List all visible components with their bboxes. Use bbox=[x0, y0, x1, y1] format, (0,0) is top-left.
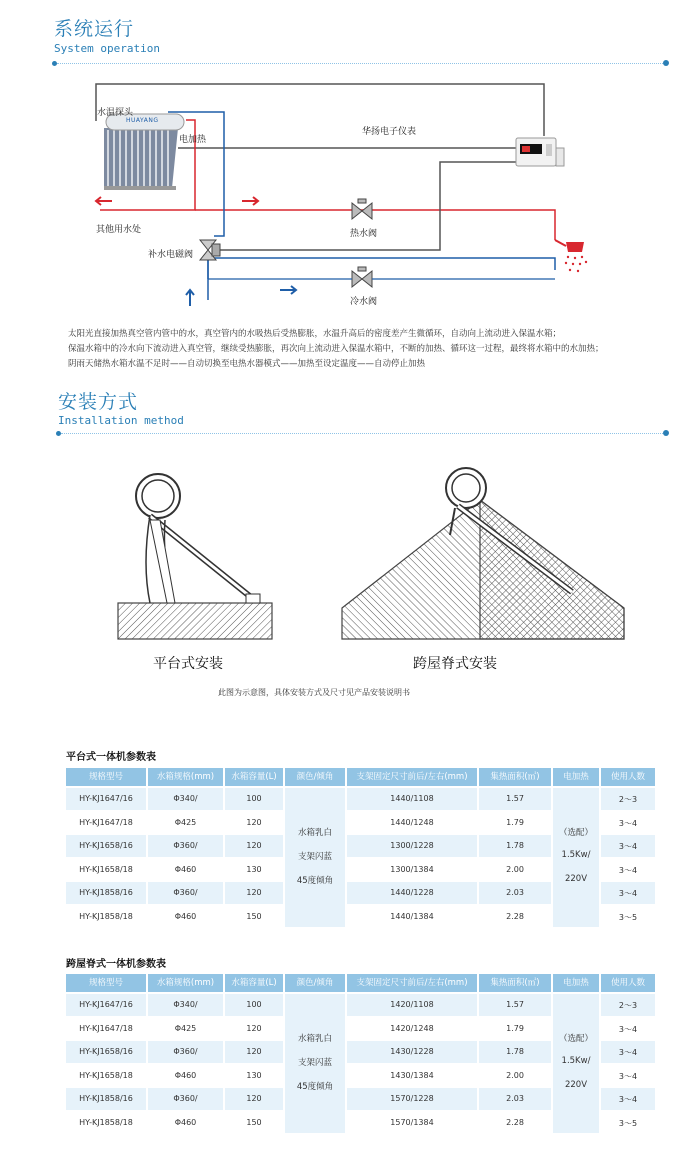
solenoid-valve-illustration bbox=[200, 240, 220, 260]
header-heater: 电加热 bbox=[553, 768, 599, 786]
cell-model: HY-KJ1658/16 bbox=[79, 1047, 133, 1056]
cell-bracket: 1300/1228 bbox=[390, 841, 434, 850]
cell-bracket: 1440/1248 bbox=[390, 817, 434, 827]
cell-tank-spec: Φ425 bbox=[174, 817, 197, 827]
cell-tank-spec: Φ360/ bbox=[173, 841, 198, 850]
cell-area: 2.00 bbox=[506, 1070, 524, 1080]
cell-area: 1.79 bbox=[506, 1023, 524, 1033]
header-bracket: 支架固定尺寸前后/左右(mm) bbox=[347, 974, 477, 992]
system-description-line-3: 阴雨天储热水箱水温不足时——自动切换至电热水器模式——加热至设定温度——自动停止加热 bbox=[68, 359, 426, 369]
cell-model: HY-KJ1658/16 bbox=[79, 841, 133, 850]
roof-install-caption: 跨屋脊式安装 bbox=[413, 656, 497, 672]
cell-heater: 220V bbox=[564, 874, 588, 884]
cell-model: HY-KJ1647/16 bbox=[79, 794, 133, 803]
cell-users: 3～5 bbox=[618, 912, 638, 922]
brand-logo: HUAYANG bbox=[126, 117, 159, 124]
cell-capacity: 100 bbox=[246, 1000, 262, 1009]
cell-color: 支架闪蓝 bbox=[297, 1058, 332, 1068]
cell-model: HY-KJ1858/16 bbox=[79, 888, 133, 897]
cell-area: 1.78 bbox=[506, 1047, 524, 1056]
cell-tank-spec: Φ460 bbox=[174, 1117, 197, 1127]
section-dot-right bbox=[663, 430, 669, 436]
cell-heater: 1.5Kw/ bbox=[561, 850, 591, 860]
cell-area: 1.79 bbox=[506, 817, 524, 827]
header-color: 颜色/倾角 bbox=[285, 974, 345, 992]
cell-model: HY-KJ1647/18 bbox=[79, 817, 133, 827]
meter-label: 华扬电子仪表 bbox=[362, 127, 417, 137]
system-description-line-2: 保温水箱中的冷水向下流动进入真空管，继续受热膨胀，再次向上流动进入保温水箱中，不断的加热、循环这一过程，最终将水箱中的水加热； bbox=[68, 344, 604, 354]
cell-users: 2～3 bbox=[618, 1001, 638, 1010]
cell-users: 3～4 bbox=[618, 1095, 638, 1104]
cell-users: 3～4 bbox=[618, 1048, 638, 1057]
cell-capacity: 120 bbox=[246, 888, 262, 897]
roof-install-illustration bbox=[342, 468, 624, 639]
cell-area: 1.57 bbox=[506, 794, 524, 803]
cell-area: 2.28 bbox=[506, 911, 524, 921]
cell-model: HY-KJ1658/18 bbox=[79, 864, 133, 874]
cell-model: HY-KJ1858/18 bbox=[79, 911, 133, 921]
flat-install-illustration bbox=[118, 474, 272, 639]
solar-collector-illustration bbox=[104, 114, 184, 190]
install-section-title: 安装方式 bbox=[58, 391, 139, 413]
system-section-subtitle: System operation bbox=[54, 42, 160, 55]
cell-color: 45度倾角 bbox=[296, 876, 334, 886]
cell-bracket: 1570/1384 bbox=[390, 1117, 434, 1127]
cell-bracket: 1420/1108 bbox=[390, 1000, 434, 1009]
cold-valve-illustration bbox=[352, 267, 372, 287]
cell-tank-spec: Φ360/ bbox=[173, 1094, 198, 1103]
header-bracket: 支架固定尺寸前后/左右(mm) bbox=[347, 768, 477, 786]
cell-capacity: 120 bbox=[246, 817, 262, 827]
cell-users: 3～4 bbox=[618, 842, 638, 851]
cell-area: 2.00 bbox=[506, 864, 524, 874]
cell-heater: （选配） bbox=[558, 828, 593, 838]
cell-color: 水箱乳白 bbox=[297, 1034, 332, 1044]
cell-bracket: 1570/1228 bbox=[390, 1094, 434, 1103]
header-capacity: 水箱容量(L) bbox=[225, 974, 283, 992]
cell-tank-spec: Φ360/ bbox=[173, 888, 198, 897]
header-model: 规格型号 bbox=[66, 974, 146, 992]
cell-model: HY-KJ1858/18 bbox=[79, 1117, 133, 1127]
system-description-line-1: 太阳光直接加热真空管内管中的水，真空管内的水吸热后受热膨胀，水温升高后的密度差产生微循环，自动向上流动进入保温水箱； bbox=[68, 329, 562, 339]
flow-arrows bbox=[96, 197, 296, 306]
cell-tank-spec: Φ340/ bbox=[173, 1000, 198, 1009]
cell-bracket: 1430/1384 bbox=[390, 1070, 434, 1080]
cell-model: HY-KJ1858/16 bbox=[79, 1094, 133, 1103]
header-heater: 电加热 bbox=[553, 974, 599, 992]
header-color: 颜色/倾角 bbox=[285, 768, 345, 786]
hot-valve-label: 热水阀 bbox=[350, 229, 378, 239]
header-users: 使用人数 bbox=[601, 974, 655, 992]
electronic-meter-illustration bbox=[516, 138, 564, 166]
installation-illustrations bbox=[0, 440, 700, 660]
cell-color: 45度倾角 bbox=[296, 1082, 334, 1092]
cell-area: 2.03 bbox=[506, 1094, 524, 1103]
cell-users: 3～4 bbox=[618, 865, 638, 875]
cell-bracket: 1420/1248 bbox=[390, 1023, 434, 1033]
cell-area: 1.57 bbox=[506, 1000, 524, 1009]
solenoid-label: 补水电磁阀 bbox=[148, 250, 194, 260]
cell-area: 1.78 bbox=[506, 841, 524, 850]
cell-capacity: 120 bbox=[246, 1023, 262, 1033]
cell-users: 3～4 bbox=[618, 818, 638, 828]
cell-tank-spec: Φ460 bbox=[174, 1070, 197, 1080]
cell-capacity: 130 bbox=[246, 1070, 262, 1080]
header-model: 规格型号 bbox=[66, 768, 146, 786]
cell-area: 2.28 bbox=[506, 1117, 524, 1127]
system-section-title: 系统运行 bbox=[54, 18, 135, 40]
section-dot-right bbox=[663, 60, 669, 66]
cell-capacity: 150 bbox=[246, 911, 262, 921]
cell-model: HY-KJ1658/18 bbox=[79, 1070, 133, 1080]
section-divider bbox=[57, 63, 663, 64]
cell-model: HY-KJ1647/16 bbox=[79, 1000, 133, 1009]
cell-bracket: 1430/1228 bbox=[390, 1047, 434, 1056]
heater-label: 电加热 bbox=[179, 135, 207, 145]
flat-install-caption: 平台式安装 bbox=[153, 656, 223, 672]
cell-capacity: 120 bbox=[246, 841, 262, 850]
cell-bracket: 1440/1108 bbox=[390, 794, 434, 803]
header-area: 集热面积(㎡) bbox=[479, 768, 551, 786]
cell-users: 3～4 bbox=[618, 1024, 638, 1034]
cell-capacity: 120 bbox=[246, 1094, 262, 1103]
cell-tank-spec: Φ425 bbox=[174, 1023, 197, 1033]
shower-illustration bbox=[555, 240, 587, 272]
cell-capacity: 120 bbox=[246, 1047, 262, 1056]
cell-heater: 220V bbox=[564, 1080, 588, 1090]
cell-users: 3～4 bbox=[618, 889, 638, 898]
header-tank-spec: 水箱规格(mm) bbox=[148, 768, 223, 786]
cell-tank-spec: Φ340/ bbox=[173, 794, 198, 803]
flat-table-title: 平台式一体机参数表 bbox=[66, 752, 156, 763]
cell-tank-spec: Φ360/ bbox=[173, 1047, 198, 1056]
header-area: 集热面积(㎡) bbox=[479, 974, 551, 992]
cold-valve-label: 冷水阀 bbox=[350, 297, 378, 307]
cell-tank-spec: Φ460 bbox=[174, 864, 197, 874]
other-use-label: 其他用水处 bbox=[96, 225, 142, 235]
cell-capacity: 150 bbox=[246, 1117, 262, 1127]
cell-users: 3～5 bbox=[618, 1118, 638, 1128]
sensor-label: 水温探头 bbox=[97, 108, 134, 118]
roof-table-title: 跨屋脊式一体机参数表 bbox=[66, 959, 166, 970]
cell-capacity: 100 bbox=[246, 794, 262, 803]
header-tank-spec: 水箱规格(mm) bbox=[148, 974, 223, 992]
cell-heater: （选配） bbox=[558, 1034, 593, 1044]
cell-area: 2.03 bbox=[506, 888, 524, 897]
cell-tank-spec: Φ460 bbox=[174, 911, 197, 921]
cell-color: 支架闪蓝 bbox=[297, 852, 332, 862]
section-divider bbox=[61, 433, 663, 434]
cell-bracket: 1440/1228 bbox=[390, 888, 434, 897]
cell-model: HY-KJ1647/18 bbox=[79, 1023, 133, 1033]
cell-bracket: 1300/1384 bbox=[390, 864, 434, 874]
cell-heater: 1.5Kw/ bbox=[561, 1056, 591, 1066]
cell-color: 水箱乳白 bbox=[297, 828, 332, 838]
install-note: 此图为示意图，具体安装方式及尺寸见产品安装说明书 bbox=[218, 688, 410, 697]
cell-users: 2～3 bbox=[618, 795, 638, 804]
cell-capacity: 130 bbox=[246, 864, 262, 874]
cell-users: 3～4 bbox=[618, 1071, 638, 1081]
header-users: 使用人数 bbox=[601, 768, 655, 786]
hot-valve-illustration bbox=[352, 199, 372, 219]
header-capacity: 水箱容量(L) bbox=[225, 768, 283, 786]
install-section-subtitle: Installation method bbox=[58, 414, 184, 427]
cell-bracket: 1440/1384 bbox=[390, 911, 434, 921]
